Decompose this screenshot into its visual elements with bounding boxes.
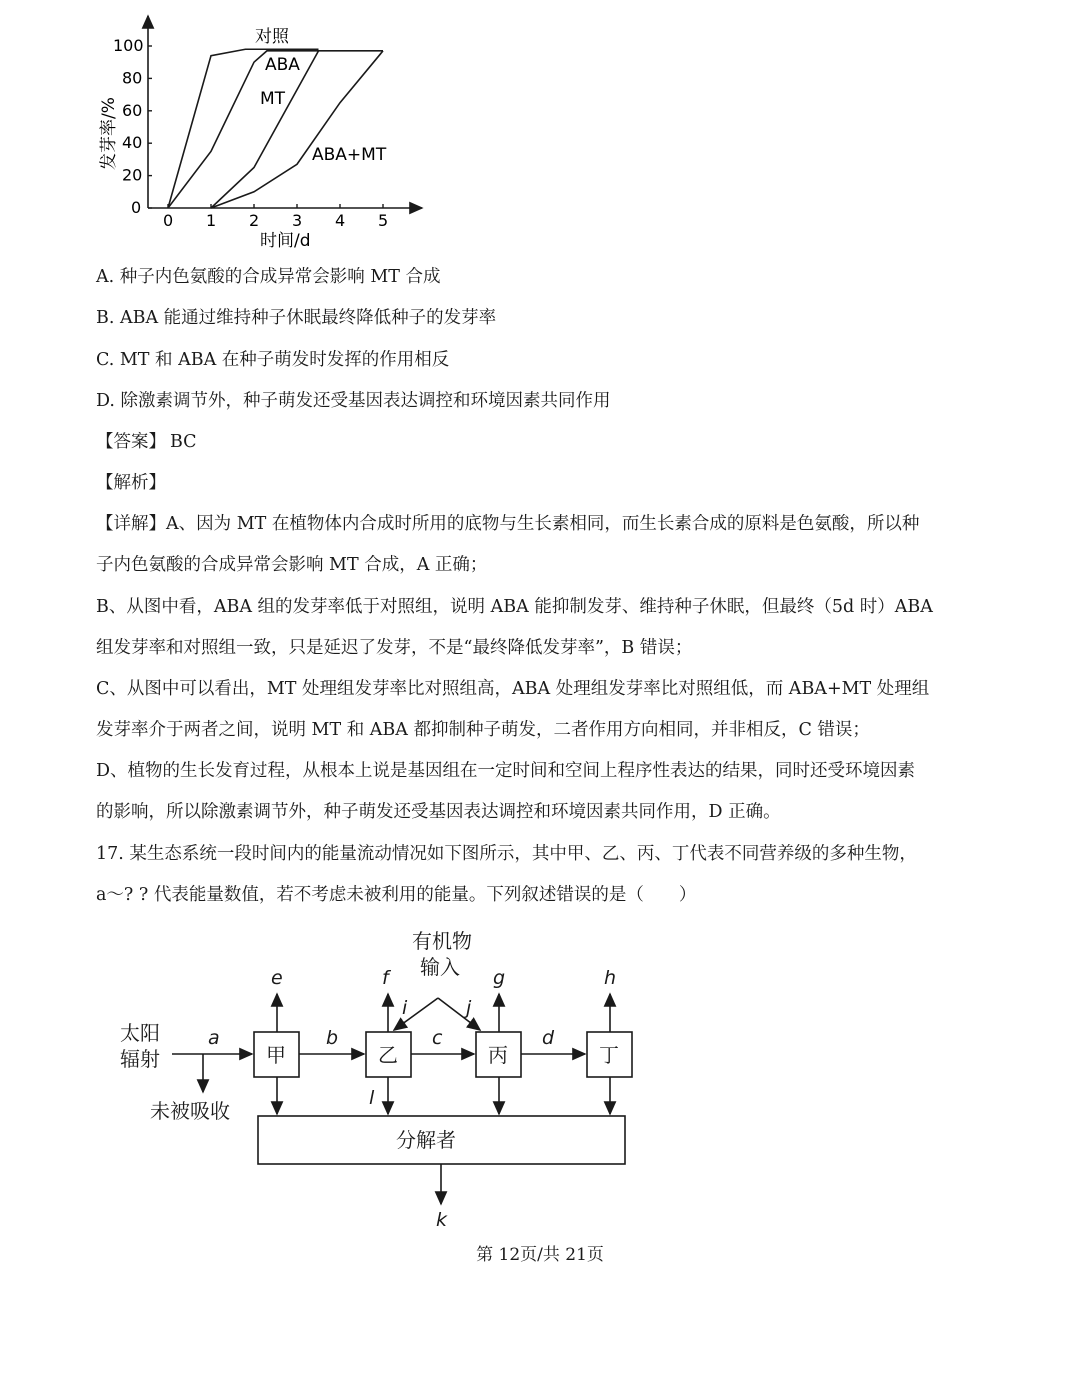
energy-flow-diagram (110, 922, 650, 1232)
organic-input-label2: 输入 (420, 955, 460, 979)
x-tick-label-1: 1 (206, 211, 217, 230)
germination-chart (90, 8, 450, 258)
detail-line-4: 组发芽率和对照组一致，只是延迟了发芽，不是“最终降低发芽率”，B 错误； (96, 638, 693, 658)
organic-input-label: 有机物 (412, 929, 472, 953)
label-l: l (369, 1087, 375, 1109)
answer-label: 【答案】 (96, 432, 166, 452)
option-d: D. 除激素调节外，种子萌发还受基因表达调控和环境因素共同作用 (96, 391, 611, 411)
y-tick-label-1: 20 (122, 165, 143, 185)
detail-line-7: D、植物的生长发育过程，从根本上说是基因组在一定时间和空间上程序性表达的结果，同时还受环境因素 (96, 761, 916, 781)
sun-label-2: 辐射 (120, 1047, 160, 1071)
answer-value: BC (170, 432, 197, 452)
label-k: k (436, 1209, 448, 1231)
legend-aba-mt: ABA+MT (312, 145, 387, 165)
legend-control: 对照 (255, 27, 289, 47)
legend-aba: ABA (265, 55, 300, 75)
label-j: j (466, 997, 472, 1019)
option-b: B. ABA 能通过维持种子休眠最终降低种子的发芽率 (96, 308, 497, 328)
y-tick-label-4: 80 (122, 68, 143, 88)
x-tick-label-3: 3 (292, 211, 303, 230)
detail-line-6: 发芽率介于两者之间，说明 MT 和 ABA 都抑制种子萌发，二者作用方向相同，并非相反，C 错误； (96, 720, 870, 740)
detail-line-8: 的影响，所以除激素调节外，种子萌发还受基因表达调控和环境因素共同作用，D 正确。 (96, 802, 781, 822)
label-c: c (432, 1027, 443, 1049)
detail-text-1: A、因为 MT 在植物体内合成时所用的底物与生长素相同，而生长素合成的原料是色氨酸，所以种 (166, 514, 920, 534)
answer (96, 430, 197, 454)
option-c: C. MT 和 ABA 在种子萌发时发挥的作用相反 (96, 350, 450, 370)
legend-mt: MT (260, 89, 286, 109)
x-tick-label-0: 0 (163, 211, 174, 230)
node-yi: 乙 (378, 1043, 398, 1067)
node-jia: 甲 (266, 1043, 286, 1067)
y-tick-label-2: 40 (122, 133, 143, 153)
label-e: e (271, 967, 283, 989)
x-axis-label: 时间/d (260, 231, 311, 251)
x-tick-label-4: 4 (335, 211, 346, 230)
detail-line-5: C、从图中可以看出，MT 处理组发芽率比对照组高，ABA 处理组发芽率比对照组低，而 ABA+MT 处理组 (96, 679, 930, 699)
detail-label: 【详解】 (96, 514, 166, 534)
option-a: A. 种子内色氨酸的合成异常会影响 MT 合成 (96, 267, 441, 287)
label-i: i (402, 997, 408, 1019)
label-a: a (208, 1027, 220, 1049)
y-axis-label: 发芽率/% (99, 97, 119, 170)
detail-line-2: 子内色氨酸的合成异常会影响 MT 合成，A 正确； (96, 555, 488, 575)
arrow-i (394, 998, 438, 1030)
arrow-j (438, 998, 480, 1030)
label-g: g (493, 967, 506, 989)
label-h: h (604, 967, 617, 989)
label-d: d (542, 1027, 555, 1049)
question17-line2: a～? ? 代表能量数值，若不考虑未被利用的能量。下列叙述错误的是（ ） (96, 885, 697, 905)
x-tick-label-5: 5 (378, 211, 389, 230)
node-bing: 丙 (488, 1043, 508, 1067)
detail-line-1 (96, 512, 919, 536)
y-tick-label-5: 100 (113, 36, 144, 55)
label-b: b (326, 1027, 339, 1049)
question17-line1: 17. 某生态系统一段时间内的能量流动情况如下图所示，其中甲、乙、丙、丁代表不同营养级的多种生物， (96, 844, 917, 864)
detail-line-3: B、从图中看，ABA 组的发芽率低于对照组，说明 ABA 能抑制发芽、维持种子休眠，但最终（5d 时）ABA (96, 597, 933, 617)
node-ding: 丁 (599, 1043, 619, 1067)
analysis-label: 【解析】 (96, 473, 166, 493)
label-f: f (382, 967, 389, 989)
unabsorbed-label: 未被吸收 (150, 1099, 230, 1123)
y-tick-label-3: 60 (122, 100, 143, 120)
y-tick-label-0: 0 (131, 198, 142, 217)
sun-label-1: 太阳 (120, 1021, 160, 1045)
x-tick-label-2: 2 (249, 211, 260, 230)
page-footer: 第 12页/共 21页 (476, 1245, 604, 1265)
decomposer-label: 分解者 (396, 1128, 456, 1152)
